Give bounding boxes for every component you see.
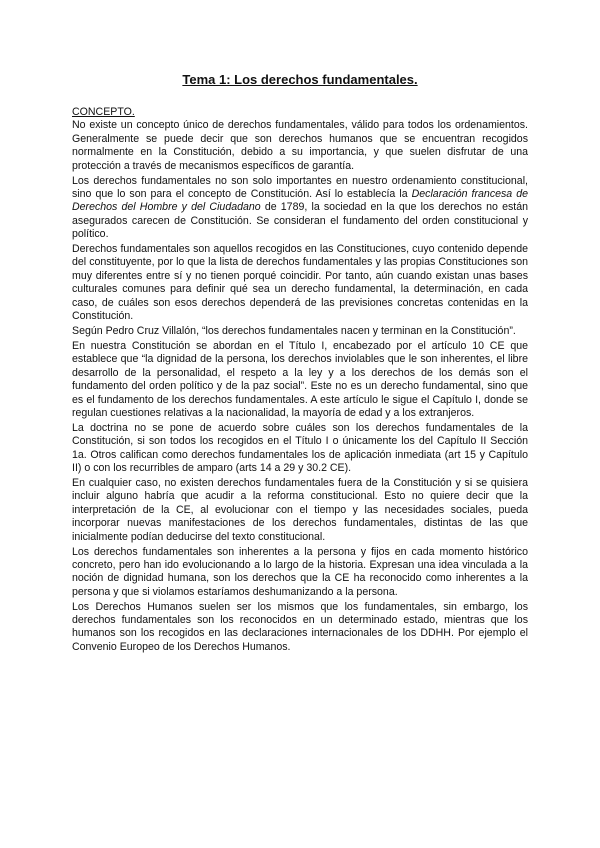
paragraph-2-part-1: Los derechos fundamentales no son solo importantes en nuestro ordenamiento constitucional, sino que lo son para el concepto de Constitución. Así lo establecía la (72, 174, 528, 200)
paragraph-1: No existe un concepto único de derechos fundamentales, válido para todos los ordenamientos. Generalmente se puede decir que son derechos humanos que se encuentran recogidos normalmente en la Constitución, debido a su importancia, y que suelen disfrutar de una protección a través de mecanismos específicos de garantía. (72, 119, 528, 172)
paragraph-5: En nuestra Constitución se abordan en el Título I, encabezado por el artículo 10 CE que establece que “la dignidad de la persona, los derechos inviolables que le son inherentes, el libre desarrollo de la personalidad, el respeto a la ley y a los derechos de los demás son el fundamento del orden político y de la paz social”. Este no es un derecho fundamental, sino que es el fundamento de los derechos fundamentales. A este artículo le sigue el Capítulo I, donde se regulan cuestiones relativas a la nacionalidad, la mayoría de edad y a los extranjeros. (72, 339, 528, 419)
paragraph-7: En cualquier caso, no existen derechos fundamentales fuera de la Constitución y si se quisiera incluir alguno habría que acudir a la reforma constitucional. Esto no quiere decir que la interpretación de la CE, al evolucionar con el tiempo y las necesidades sociales, pueda incorporar nuevas manifestaciones de los derechos fundamentales, distintas de las que inicialmente podían deducirse del texto constitucional. (72, 476, 528, 543)
paragraph-2 (72, 175, 528, 242)
paragraph-9: Los Derechos Humanos suelen ser los mismos que los fundamentales, sin embargo, los derechos fundamentales son los reconocidos en un determinado estado, mientras que los humanos son los recogidos en las declaraciones internacionales de los DDHH. Por ejemplo el Convenio Europeo de los Derechos Humanos. (72, 600, 528, 653)
declaration-title: Declaración francesa de Derechos del Hombre y del Ciudadano (72, 187, 528, 214)
paragraph-4: Según Pedro Cruz Villalón, “los derechos fundamentales nacen y terminan en la Constitución”. (72, 325, 516, 337)
paragraph-3: Derechos fundamentales son aquellos recogidos en las Constituciones, cuyo contenido depende del constituyente, por lo que la lista de derechos fundamentales y las propias Constituciones son muy diferentes entre sí y no tienen porqué coincidir. Por tanto, aún cuando existan unas bases culturales comunes para definir qué sea un derecho fundamental, la determinación, en cada caso, de cuáles son esos derechos dependerá de las previsiones concretas contenidas en la Constitución. (72, 243, 528, 323)
document-title: Tema 1: Los derechos fundamentales. (182, 72, 418, 87)
paragraph-6: La doctrina no se pone de acuerdo sobre cuáles son los derechos fundamentales de la Constitución, si son todos los recogidos en el Título I o únicamente los del Capítulo II Sección 1a. Otros califican como derechos fundamentales los de aplicación inmediata (art 15 y Capítulo II) o con los recurribles de amparo (arts 14 a 29 y 30.2 CE). (72, 421, 528, 475)
paragraph-8: Los derechos fundamentales son inherentes a la persona y fijos en cada momento histórico concreto, pero han ido evolucionando a lo largo de la historia. Expresan una idea vinculada a la noción de dignidad humana, son los derechos que la CE ha reconocido como inherentes a la persona y que si violamos estaríamos deshumanizando a la persona. (72, 545, 528, 598)
paragraph-2-part-2: de 1789, la sociedad en la que los derechos no están asegurados carecen de Constitución. Se consideran el fundamento del orden constitucional y político. (72, 201, 528, 241)
document-page (72, 72, 528, 656)
section-heading: CONCEPTO. (72, 106, 135, 118)
